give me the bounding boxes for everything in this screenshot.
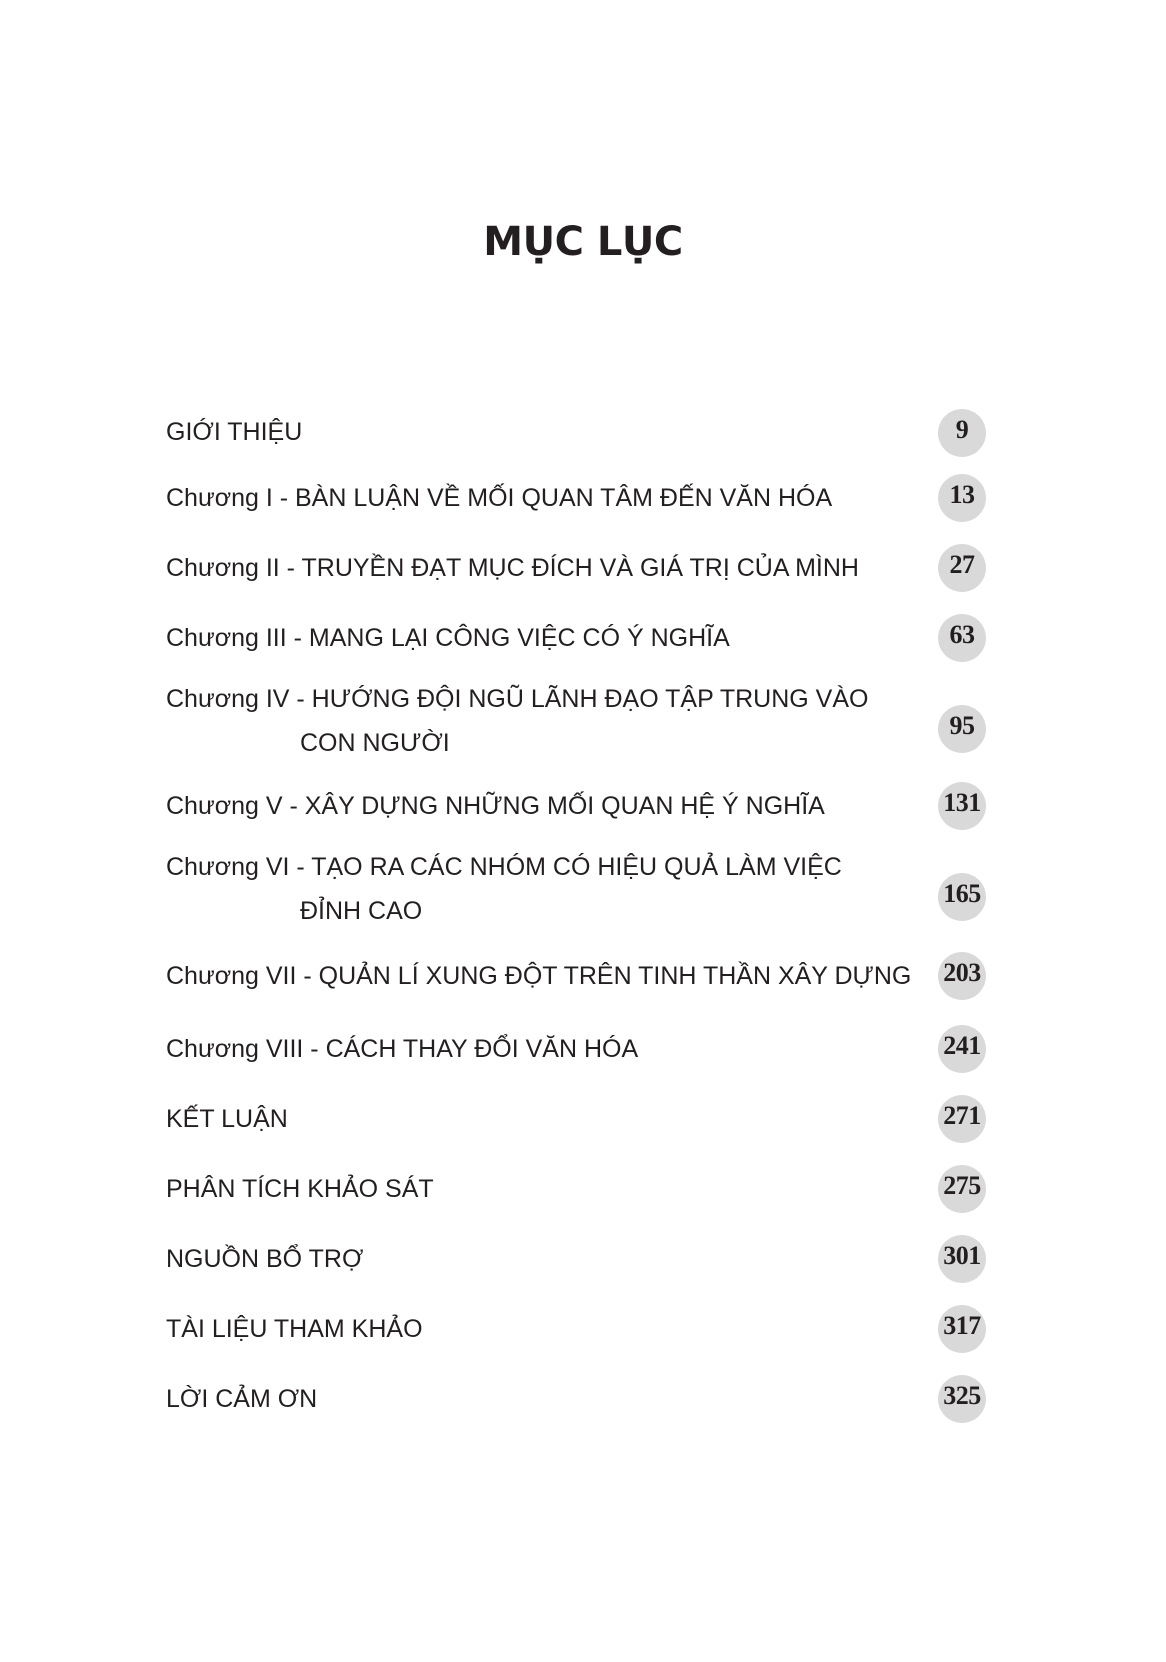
page-number-badge: 317 (938, 1305, 986, 1353)
toc-entry-title: Chương V - XÂY DỰNG NHỮNG MỐI QUAN HỆ Ý NGHĨA (166, 792, 825, 820)
toc-entry-title: Chương VII - QUẢN LÍ XUNG ĐỘT TRÊN TINH THẦN XÂY DỰNG (166, 962, 912, 990)
page-title: MỤC LỤC (483, 219, 683, 265)
page-number-badge: 275 (938, 1165, 986, 1213)
toc-entry-title: TÀI LIỆU THAM KHẢO (166, 1315, 423, 1343)
page-number-badge: 131 (938, 782, 986, 830)
page-number-badge: 271 (938, 1095, 986, 1143)
toc-entry-title: Chương II - TRUYỀN ĐẠT MỤC ĐÍCH VÀ GIÁ TRỊ CỦA MÌNH (166, 554, 859, 582)
toc-entry-title: Chương III - MANG LẠI CÔNG VIỆC CÓ Ý NGHĨA (166, 624, 730, 652)
toc-entry-title: GIỚI THIỆU (166, 418, 303, 446)
toc-entry-title: PHÂN TÍCH KHẢO SÁT (166, 1175, 434, 1203)
page-number-badge: 27 (938, 544, 986, 592)
page-number-badge: 241 (938, 1025, 986, 1073)
page-number-badge: 95 (938, 705, 986, 753)
page-number-badge: 325 (938, 1375, 986, 1423)
toc-entry-title: LỜI CẢM ƠN (166, 1385, 318, 1413)
page-number-badge: 63 (938, 614, 986, 662)
page-number-badge: 301 (938, 1235, 986, 1283)
page-number-badge: 9 (938, 409, 986, 457)
toc-entry-title: Chương IV - HƯỚNG ĐỘI NGŨ LÃNH ĐẠO TẬP TRUNG VÀO CON NGƯỜI (166, 685, 869, 757)
toc-entry-title: Chương VI - TẠO RA CÁC NHÓM CÓ HIỆU QUẢ LÀM VIỆC ĐỈNH CAO (166, 853, 842, 925)
page-number-badge: 165 (938, 873, 986, 921)
toc-entry-title: NGUỒN BỔ TRỢ (166, 1245, 364, 1273)
toc-entry-title: Chương I - BÀN LUẬN VỀ MỐI QUAN TÂM ĐẾN VĂN HÓA (166, 484, 833, 512)
page-number-badge: 13 (938, 474, 986, 522)
toc-entry-title: KẾT LUẬN (166, 1105, 288, 1133)
page-number-badge: 203 (938, 952, 986, 1000)
toc-entry-title: Chương VIII - CÁCH THAY ĐỔI VĂN HÓA (166, 1035, 639, 1063)
